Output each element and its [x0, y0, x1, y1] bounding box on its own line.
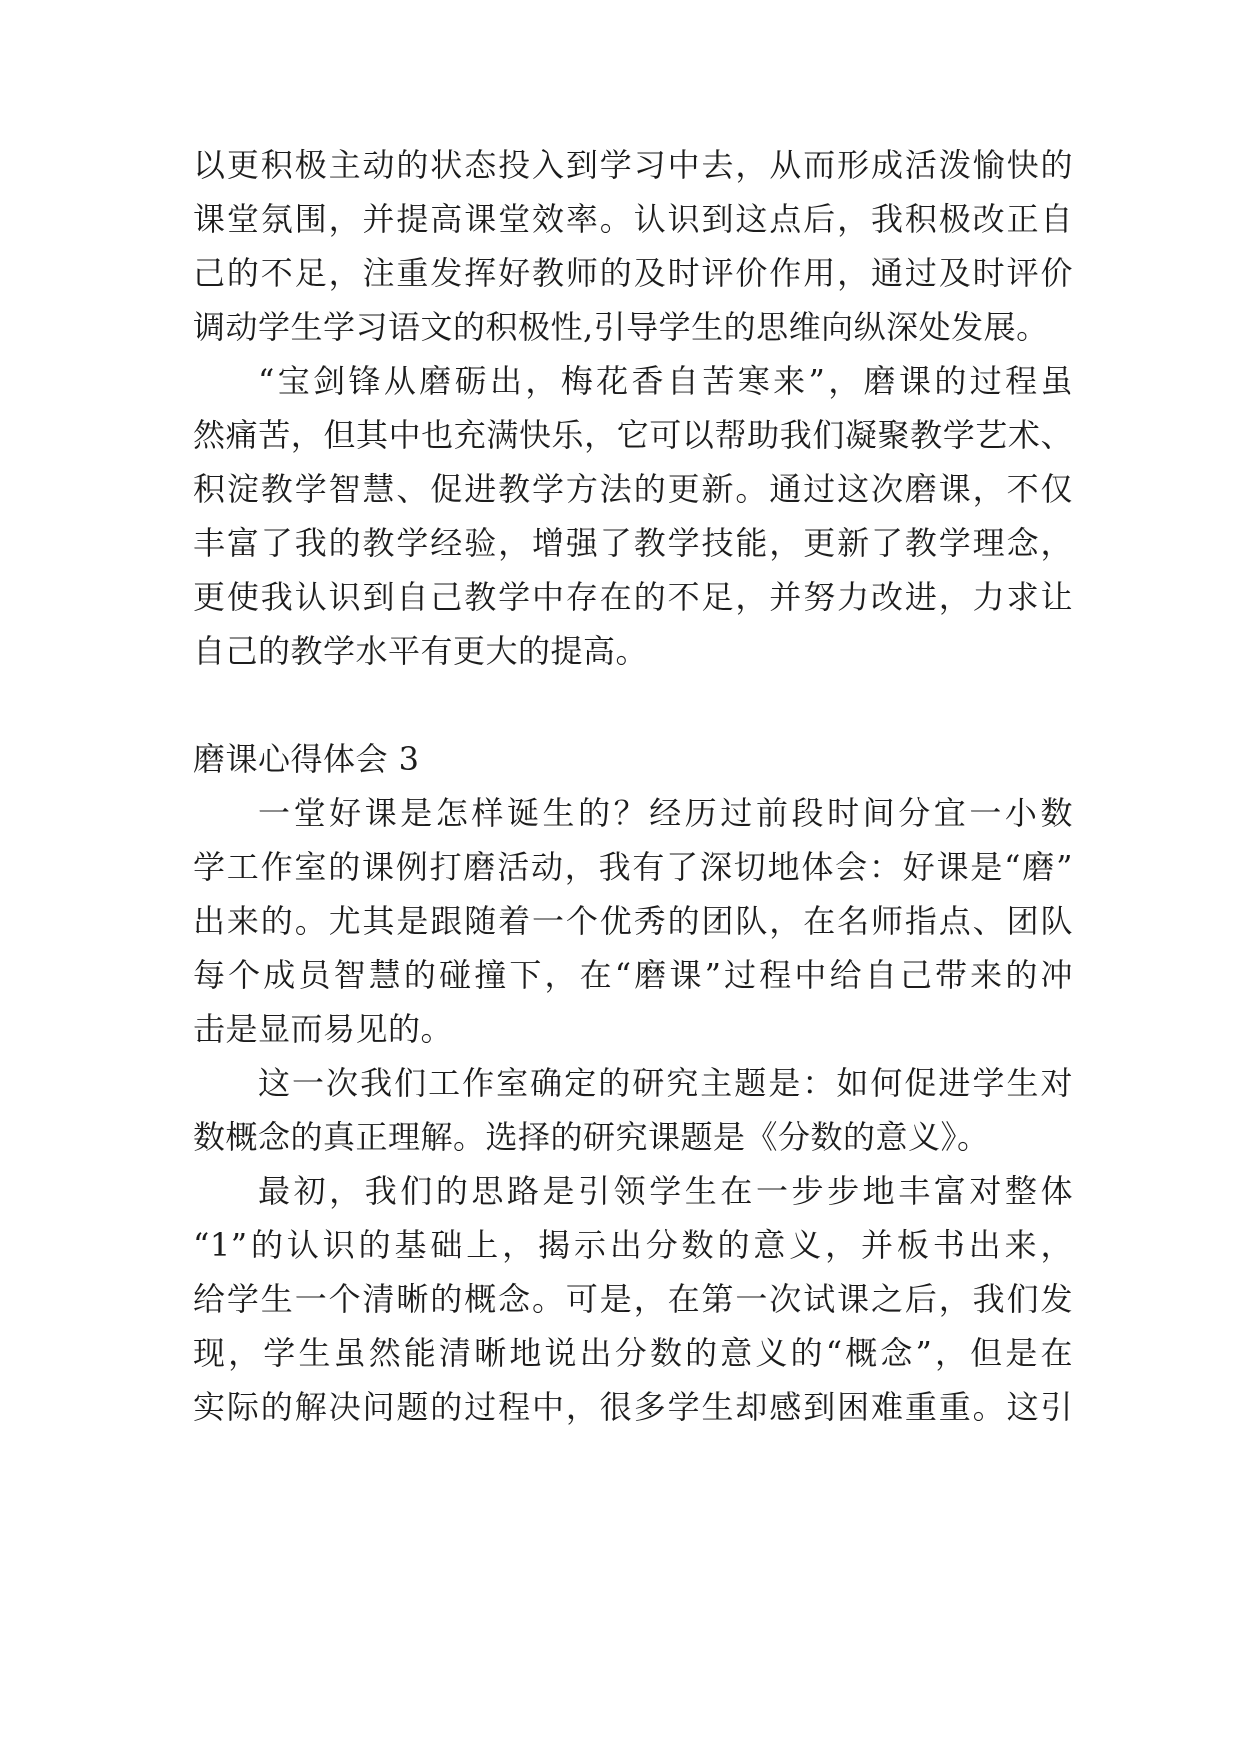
text-line: “1”的认识的基础上，揭示出分数的意义，并板书出来， [193, 1226, 1073, 1264]
text-line: 己的不足，注重发挥好教师的及时评价作用，通过及时评价 [193, 254, 1073, 292]
text-line: 数概念的真正理解。选择的研究课题是《分数的意义》。 [193, 1118, 990, 1156]
text-line: 课堂氛围，并提高课堂效率。认识到这点后，我积极改正自 [193, 200, 1073, 238]
text-line: 学工作室的课例打磨活动，我有了深切地体会：好课是“磨” [193, 848, 1073, 886]
text-line: 以更积极主动的状态投入到学习中去，从而形成活泼愉快的 [193, 146, 1073, 184]
text-line: 每个成员智慧的碰撞下，在“磨课”过程中给自己带来的冲 [193, 956, 1073, 994]
text-line: “宝剑锋从磨砺出，梅花香自苦寒来”，磨课的过程虽 [258, 362, 1073, 400]
text-line: 丰富了我的教学经验，增强了教学技能，更新了教学理念， [193, 524, 1073, 562]
text-line: 击是显而易见的。 [193, 1010, 454, 1048]
text-line: 调动学生学习语文的积极性,引导学生的思维向纵深处发展。 [193, 308, 1049, 346]
section-title: 磨课心得体会 3 [193, 740, 420, 778]
text-line: 一堂好课是怎样诞生的？经历过前段时间分宜一小数 [258, 794, 1073, 832]
text-line: 更使我认识到自己教学中存在的不足，并努力改进，力求让 [193, 578, 1073, 616]
text-line: 积淀教学智慧、促进教学方法的更新。通过这次磨课，不仅 [193, 470, 1073, 508]
text-line: 出来的。尤其是跟随着一个优秀的团队，在名师指点、团队 [193, 902, 1073, 940]
text-line: 然痛苦，但其中也充满快乐，它可以帮助我们凝聚教学艺术、 [193, 416, 1073, 454]
text-line: 自己的教学水平有更大的提高。 [193, 632, 649, 670]
text-line: 现，学生虽然能清晰地说出分数的意义的“概念”，但是在 [193, 1334, 1073, 1372]
text-line: 最初，我们的思路是引领学生在一步步地丰富对整体 [258, 1172, 1073, 1210]
text-line: 这一次我们工作室确定的研究主题是：如何促进学生对 [258, 1064, 1073, 1102]
text-line: 实际的解决问题的过程中，很多学生却感到困难重重。这引 [193, 1388, 1073, 1426]
text-line: 给学生一个清晰的概念。可是，在第一次试课之后，我们发 [193, 1280, 1073, 1318]
